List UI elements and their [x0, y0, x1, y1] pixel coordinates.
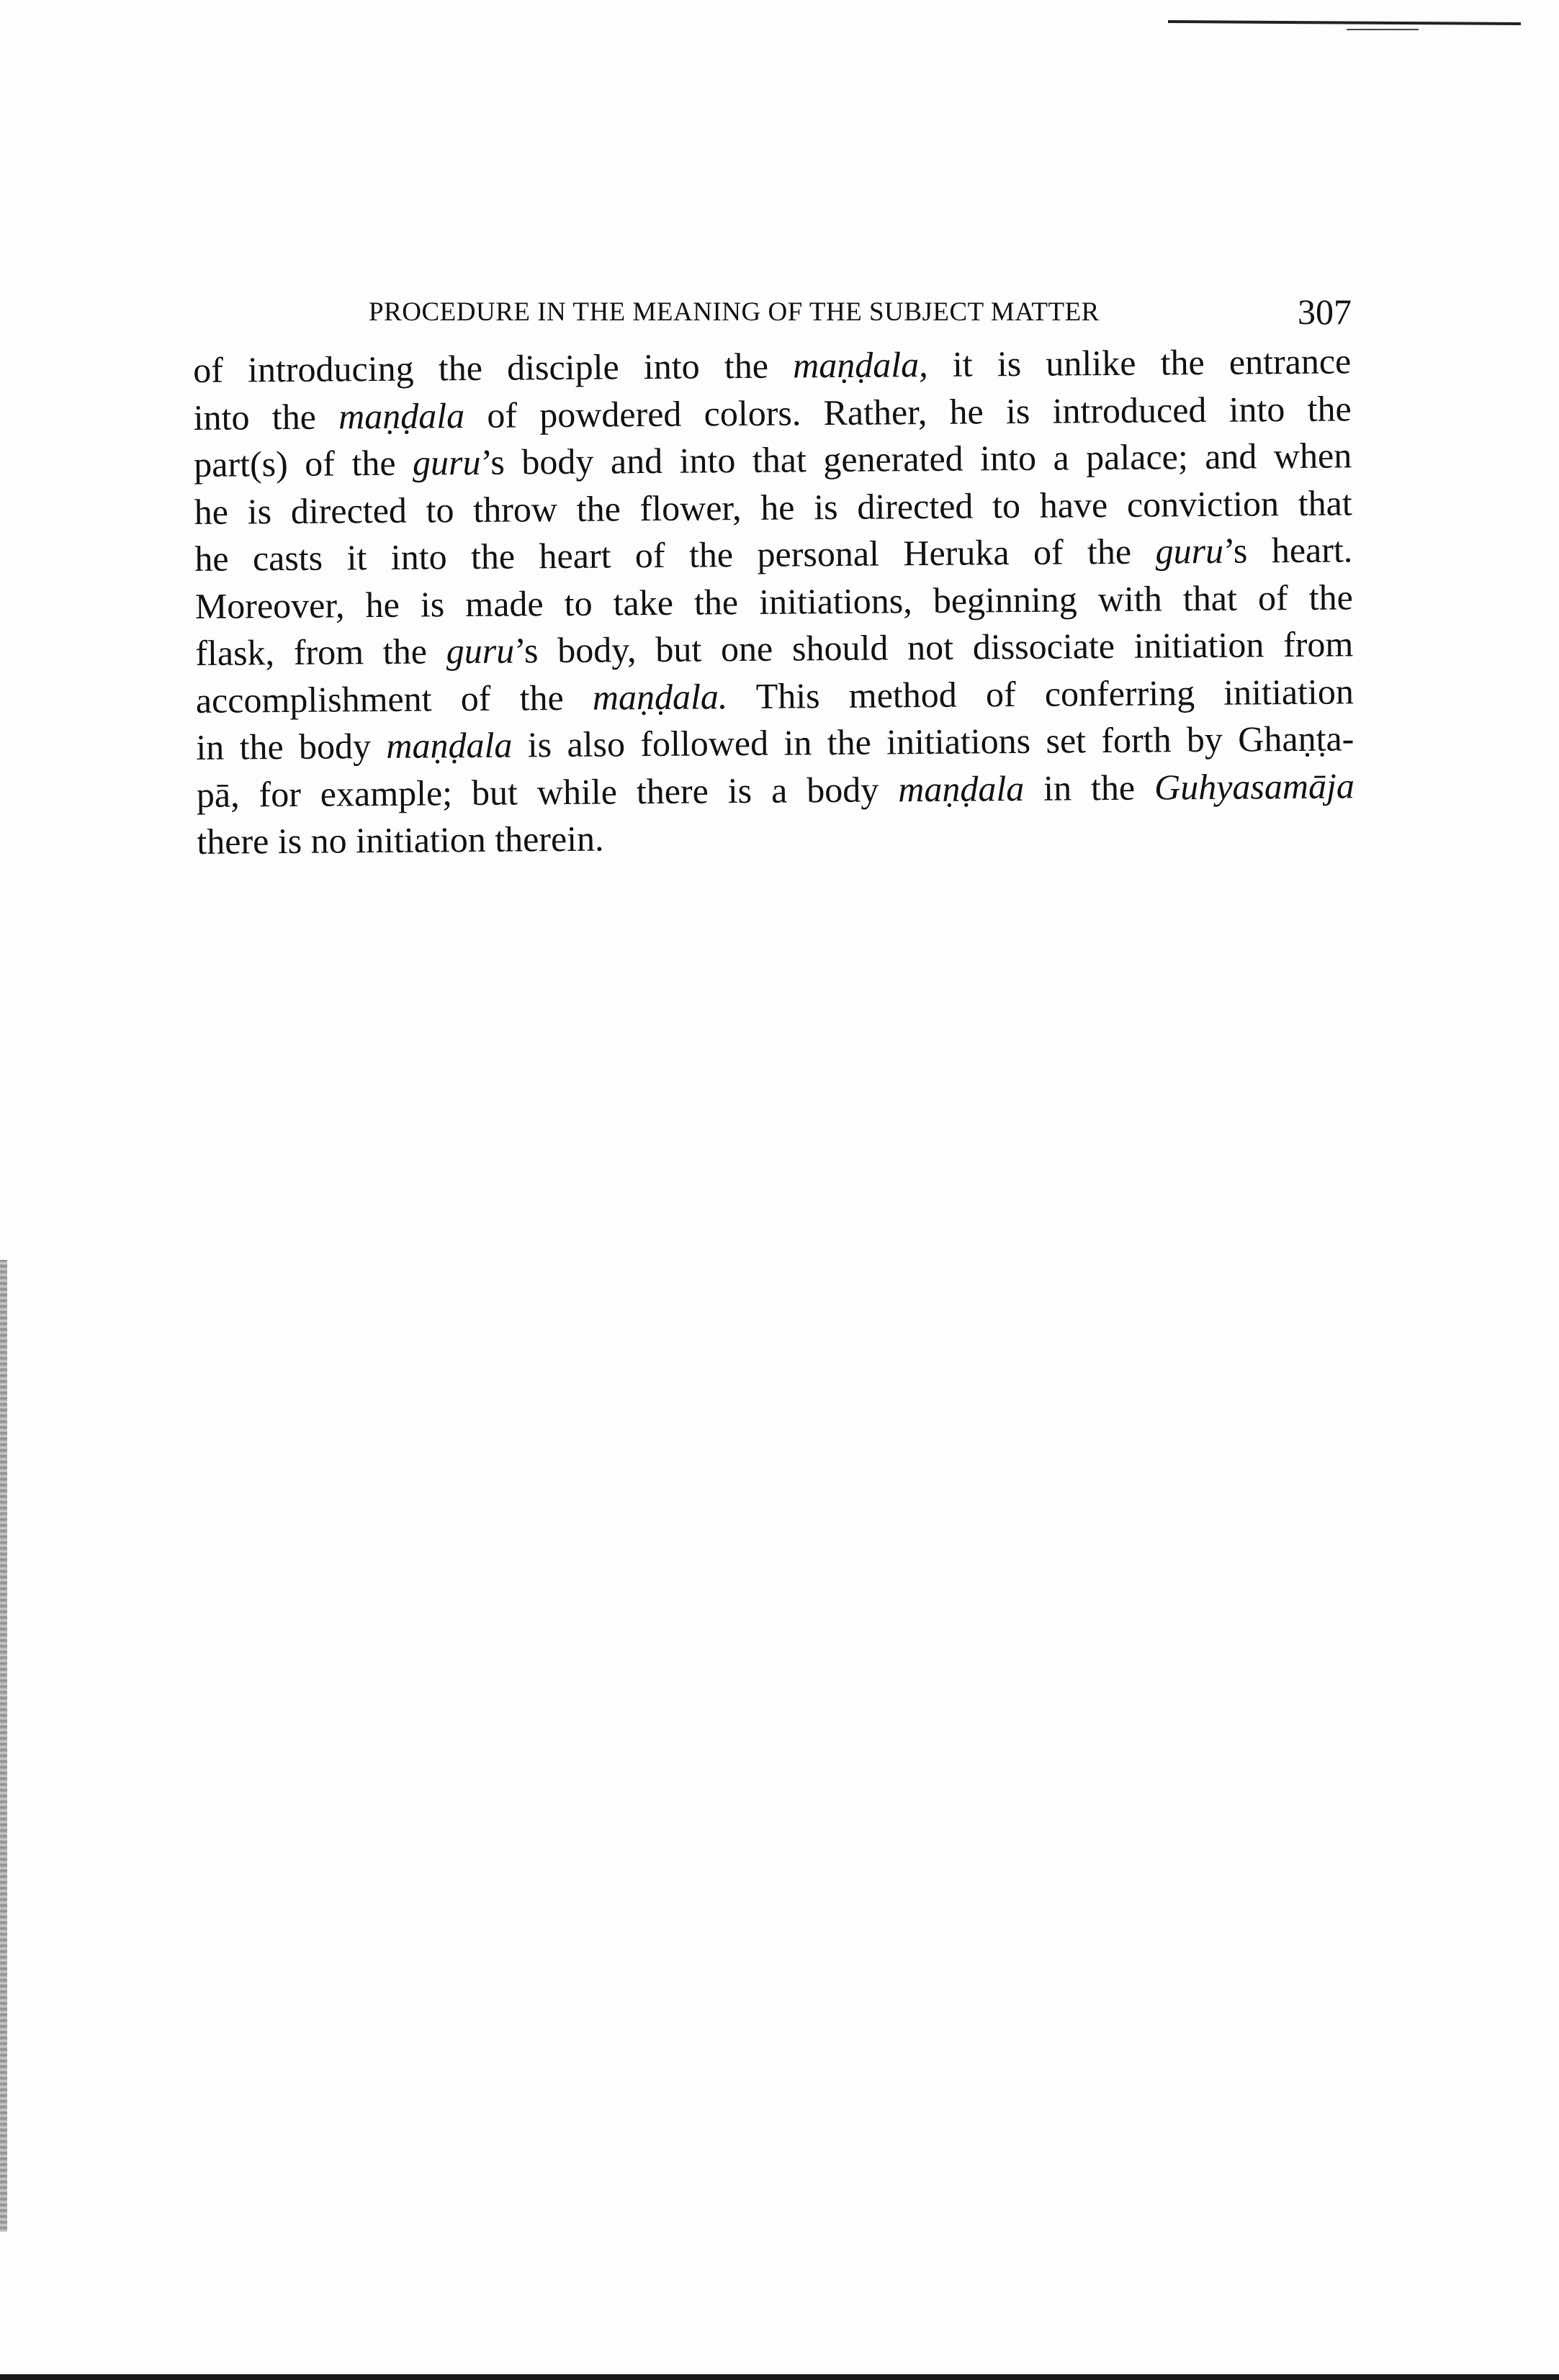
running-head: PROCEDURE IN THE MEANING OF THE SUBJECT MATTER: [369, 297, 1100, 327]
italic-term: Guhyasamāja: [1154, 765, 1355, 808]
text-run: pā, for example; but while there is a body: [196, 768, 899, 815]
text-run: Moreover, he is made to take the initiations, beginning with that of the: [194, 576, 1353, 626]
italic-term: maṇḍala.: [592, 675, 728, 718]
italic-term: maṇḍala: [386, 724, 513, 766]
text-run: ’s body, but one should not dissociate initiation from: [513, 623, 1354, 671]
text-run: of powdered colors. Rather, he is introduced into the: [464, 387, 1352, 436]
scan-edge-rule: [1168, 20, 1521, 25]
text-run: it is unlike the entrance: [927, 341, 1352, 384]
text-run: into the: [193, 395, 339, 438]
text-run: accomplishment of the: [195, 677, 593, 721]
text-run: in the body: [196, 725, 387, 767]
text-line: [194, 526, 1352, 582]
text-run: ’s body and into that generated into a palace; and when: [480, 435, 1352, 482]
text-line: [197, 762, 1354, 819]
text-run: flask, from the: [195, 631, 446, 673]
text-run: of introducing the disciple into the: [193, 345, 794, 390]
page-number: 307: [1298, 292, 1352, 332]
italic-term: guru: [412, 441, 481, 483]
text-run: there is no initiation therein.: [197, 818, 604, 862]
italic-term: guru: [1155, 530, 1224, 572]
italic-term: maṇḍala: [338, 395, 465, 436]
text-run: part(s) of the: [194, 442, 413, 484]
text-run: in the: [1023, 767, 1155, 808]
text-line: [195, 621, 1353, 677]
italic-term: maṇḍala,: [792, 343, 928, 386]
scan-edge-rule-short: [1347, 29, 1419, 30]
text-run: ’s heart.: [1223, 529, 1353, 571]
text-line: [197, 809, 1354, 865]
body-paragraph: [193, 338, 1355, 865]
text-line: [194, 432, 1352, 488]
text-run: he is directed to throw the flower, he is directed to have conviction that: [194, 482, 1352, 532]
text-line: [193, 338, 1351, 394]
scan-bottom-edge: [0, 2374, 1559, 2380]
text-run: he casts it into the heart of the personal Heruka of the: [194, 531, 1156, 579]
italic-term: maṇḍala: [897, 767, 1025, 809]
text-run: This method of conferring initiation: [727, 670, 1354, 716]
text-line: [196, 715, 1354, 771]
scan-binding-shadow: [0, 1260, 7, 2232]
italic-term: guru: [446, 630, 515, 672]
text-run: is also followed in the initiations set forth by Ghaṇṭa-: [512, 718, 1354, 765]
